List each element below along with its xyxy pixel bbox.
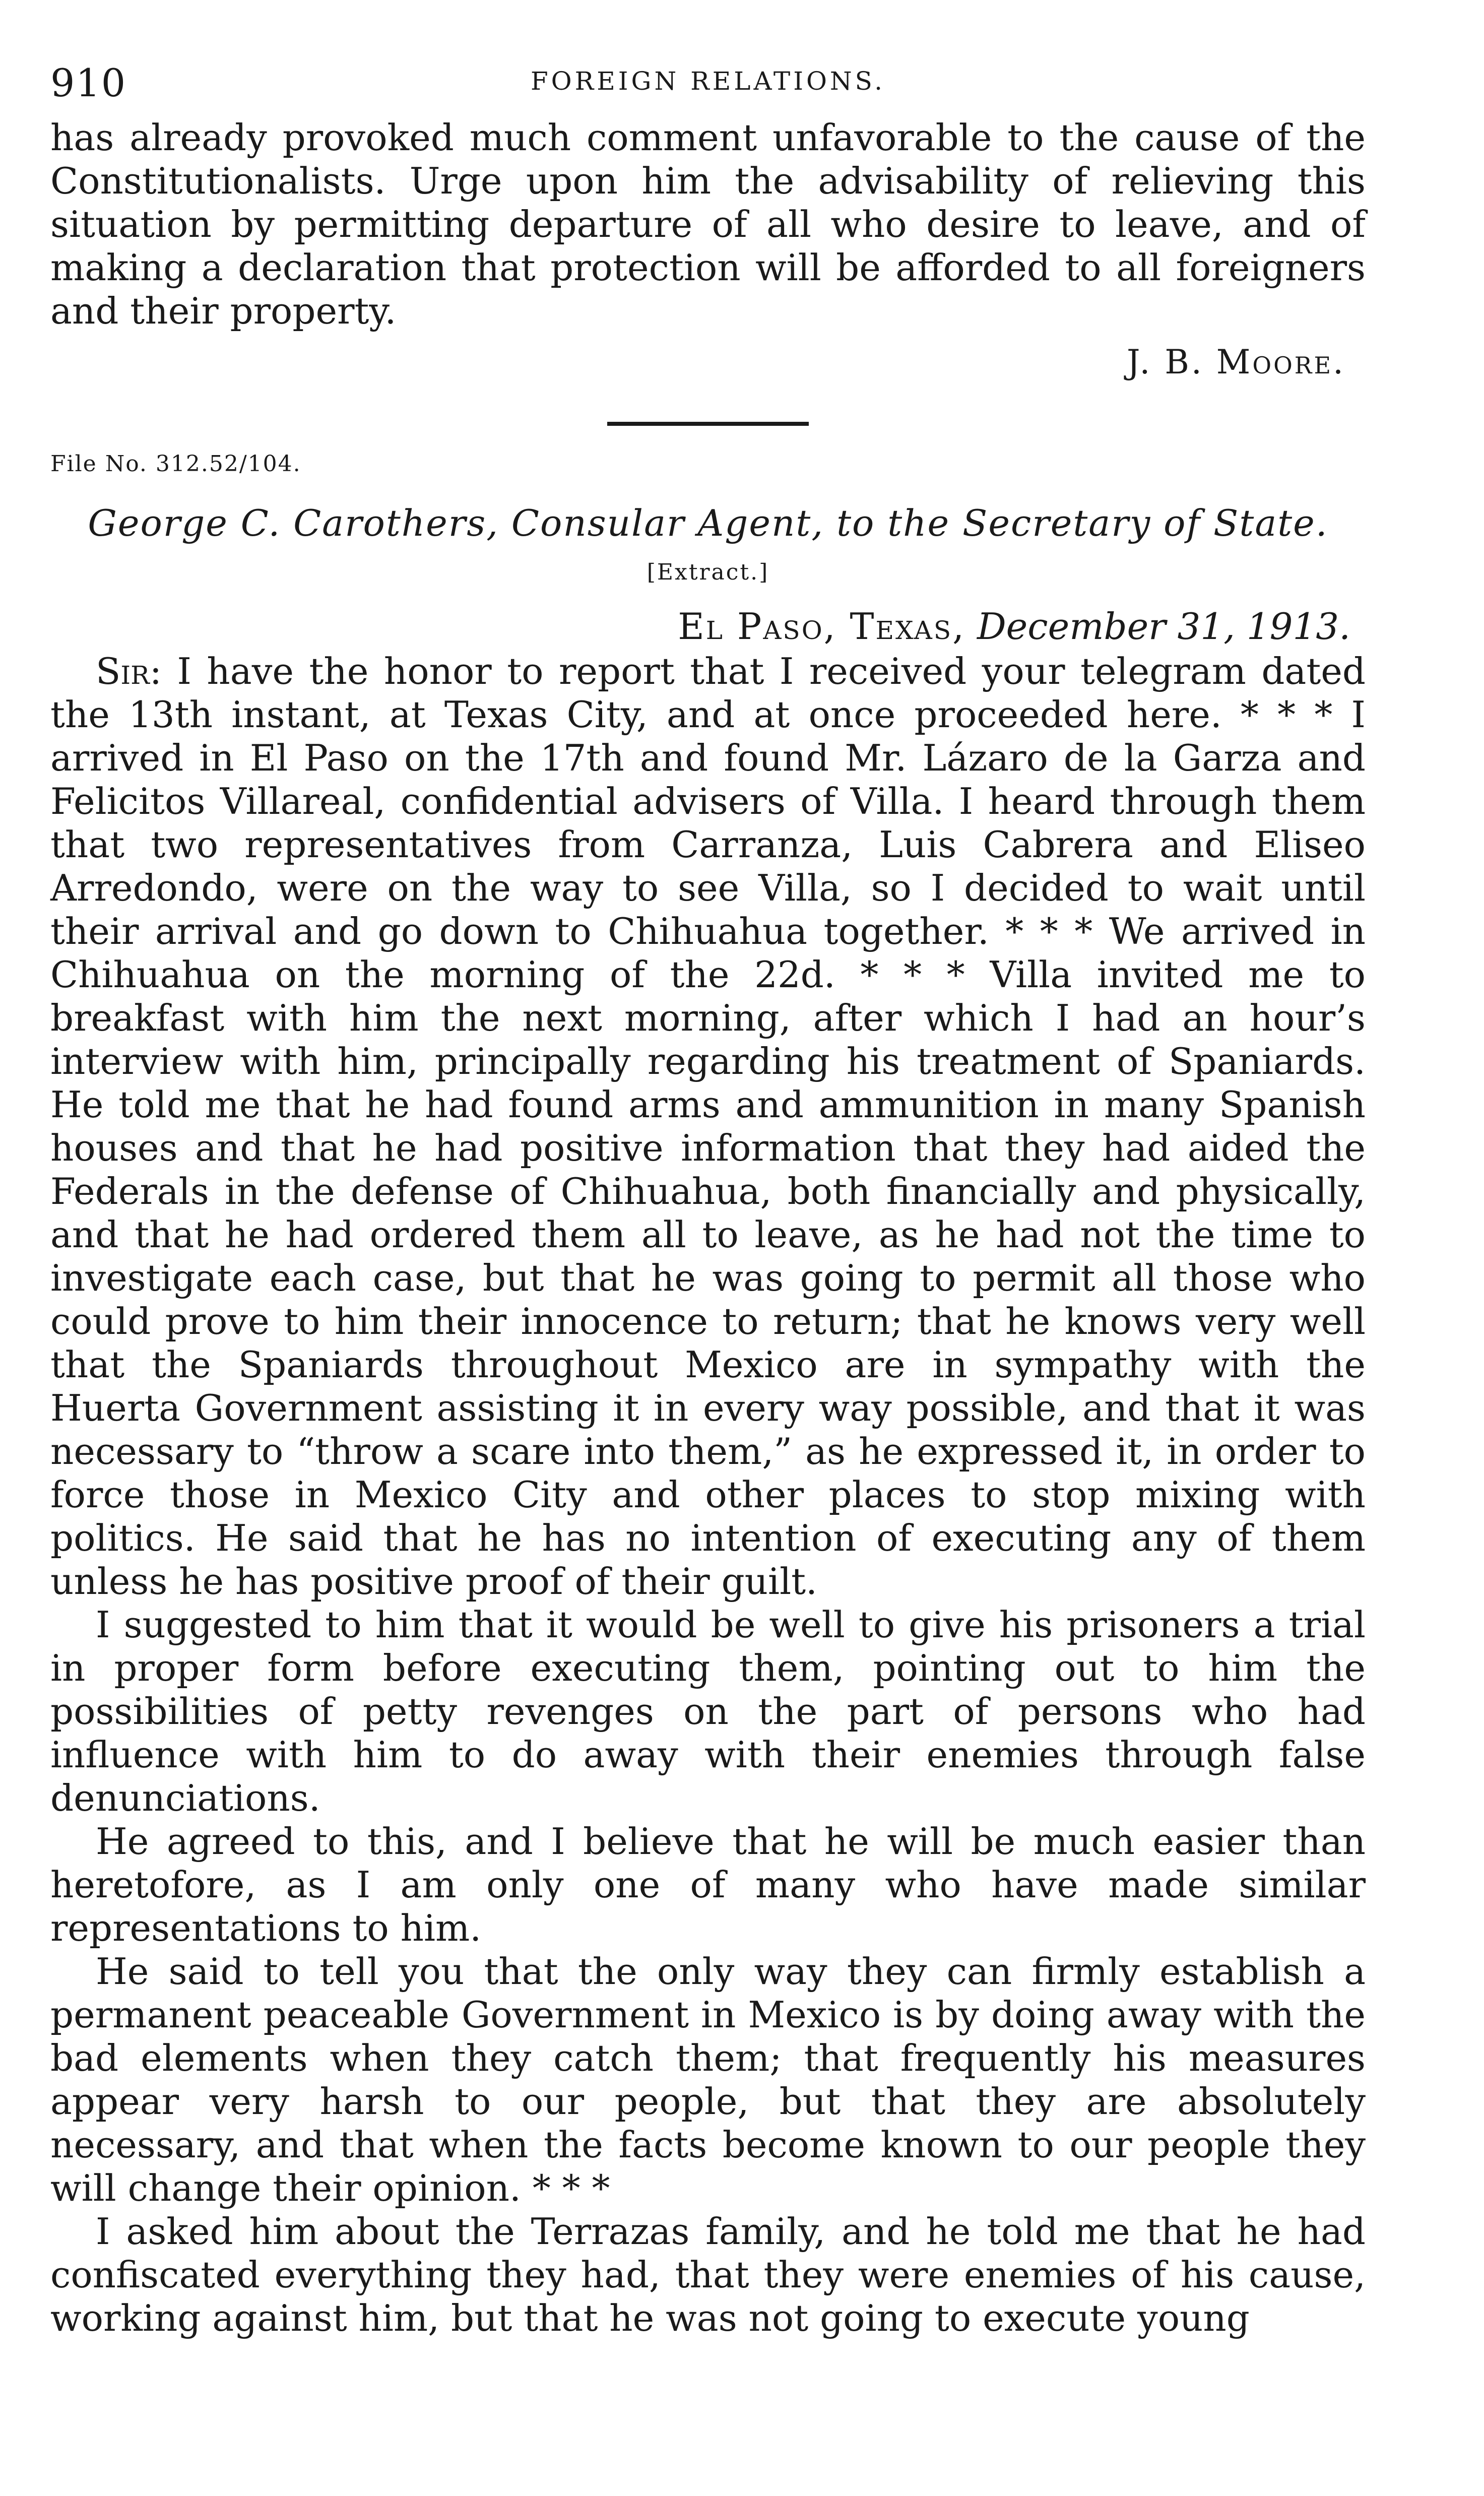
body-paragraph-3: He agreed to this, and I believe that he will be much easier than heretofore, as I am only one of many who have made similar representations to him. (50, 1820, 1366, 1949)
dateline-date: December 31, 1913. (977, 605, 1350, 648)
page-number: 910 (50, 60, 127, 105)
body-paragraph-1 (50, 650, 1366, 1603)
extract-note: [Extract.] (647, 559, 769, 585)
document-title: George C. Carothers, Consular Agent, to the Secretary of State. (88, 502, 1328, 544)
section-divider (607, 422, 809, 426)
continuation-paragraph: has already provoked much comment unfavorable to the cause of the Constitutionalists. Urge upon him the advisability of relieving this situation by permitting departure of all who desire to leave, and of making a declaration that protection will be afforded to all foreigners and their property. (50, 116, 1366, 332)
paragraph-text: I have the honor to report that I received your telegram dated the 13th instant, at Texas City, and at once proceeded here. * * * I arrived in El Paso on the 17th and found Mr. Lázaro de la Garza and Felicitos Villareal, confidential advisers of Villa. I heard through them that two representatives from Carranza, Luis Cabrera and Eliseo Arredondo, were on the way to see Villa, so I decided to wait until their arrival and go down to Chihuahua together. * * * We arrived in Chihuahua on the morning of the 22d. * * * Villa invited me to breakfast with him the next morning, after which I had an hour’s interview with him, principally regarding his treatment of Spaniards. He told me that he had found arms and ammunition in many Spanish houses and that he had positive information that they had aided the Federals in the defense of Chihuahua, both financially and physically, and that he had ordered them all to leave, as he had not the time to investigate each case, but that he was going to permit all those who could prove to him their innocence to return; that he knows very well that the Spaniards throughout Mexico are in sympathy with the Huerta Government assisting it in every way possible, and that it was necessary to “throw a scare into them,” as he expressed it, in order to force those in Mexico City and other places to stop mixing with politics. He said that he has no intention of executing any of them unless he has positive proof of their guilt. (50, 650, 1366, 1603)
letter-body (50, 650, 1366, 2340)
document-page (50, 60, 1366, 2340)
running-title: FOREIGN RELATIONS. (530, 67, 886, 96)
file-number: File No. 312.52/104. (50, 451, 301, 477)
body-paragraph-4: He said to tell you that the only way they can firmly establish a permanent peaceable Government in Mexico is by doing away with the bad elements when they catch them; that frequently his measures appear very harsh to our people, but that they are absolutely necessary, and that when the facts become known to our people they will change their opinion. * * * (50, 1950, 1366, 2209)
signature: J. B. Moore. (1127, 343, 1345, 381)
body-paragraph-5: I asked him about the Terrazas family, and he told me that he had confiscated everything they had, that they were enemies of his cause, working against him, but that he was not going to execute young (50, 2210, 1366, 2339)
continuation-block (50, 116, 1366, 333)
dateline (50, 605, 1350, 648)
body-paragraph-2: I suggested to him that it would be well to give his prisoners a trial in proper form before executing them, pointing out to him the possibilities of petty revenges on the part of persons who had influence with him to do away with their enemies through false denunciations. (50, 1604, 1366, 1819)
dateline-place: El Paso, Texas, (678, 605, 966, 648)
salutation: Sir: (96, 650, 162, 692)
running-head (50, 60, 1366, 116)
